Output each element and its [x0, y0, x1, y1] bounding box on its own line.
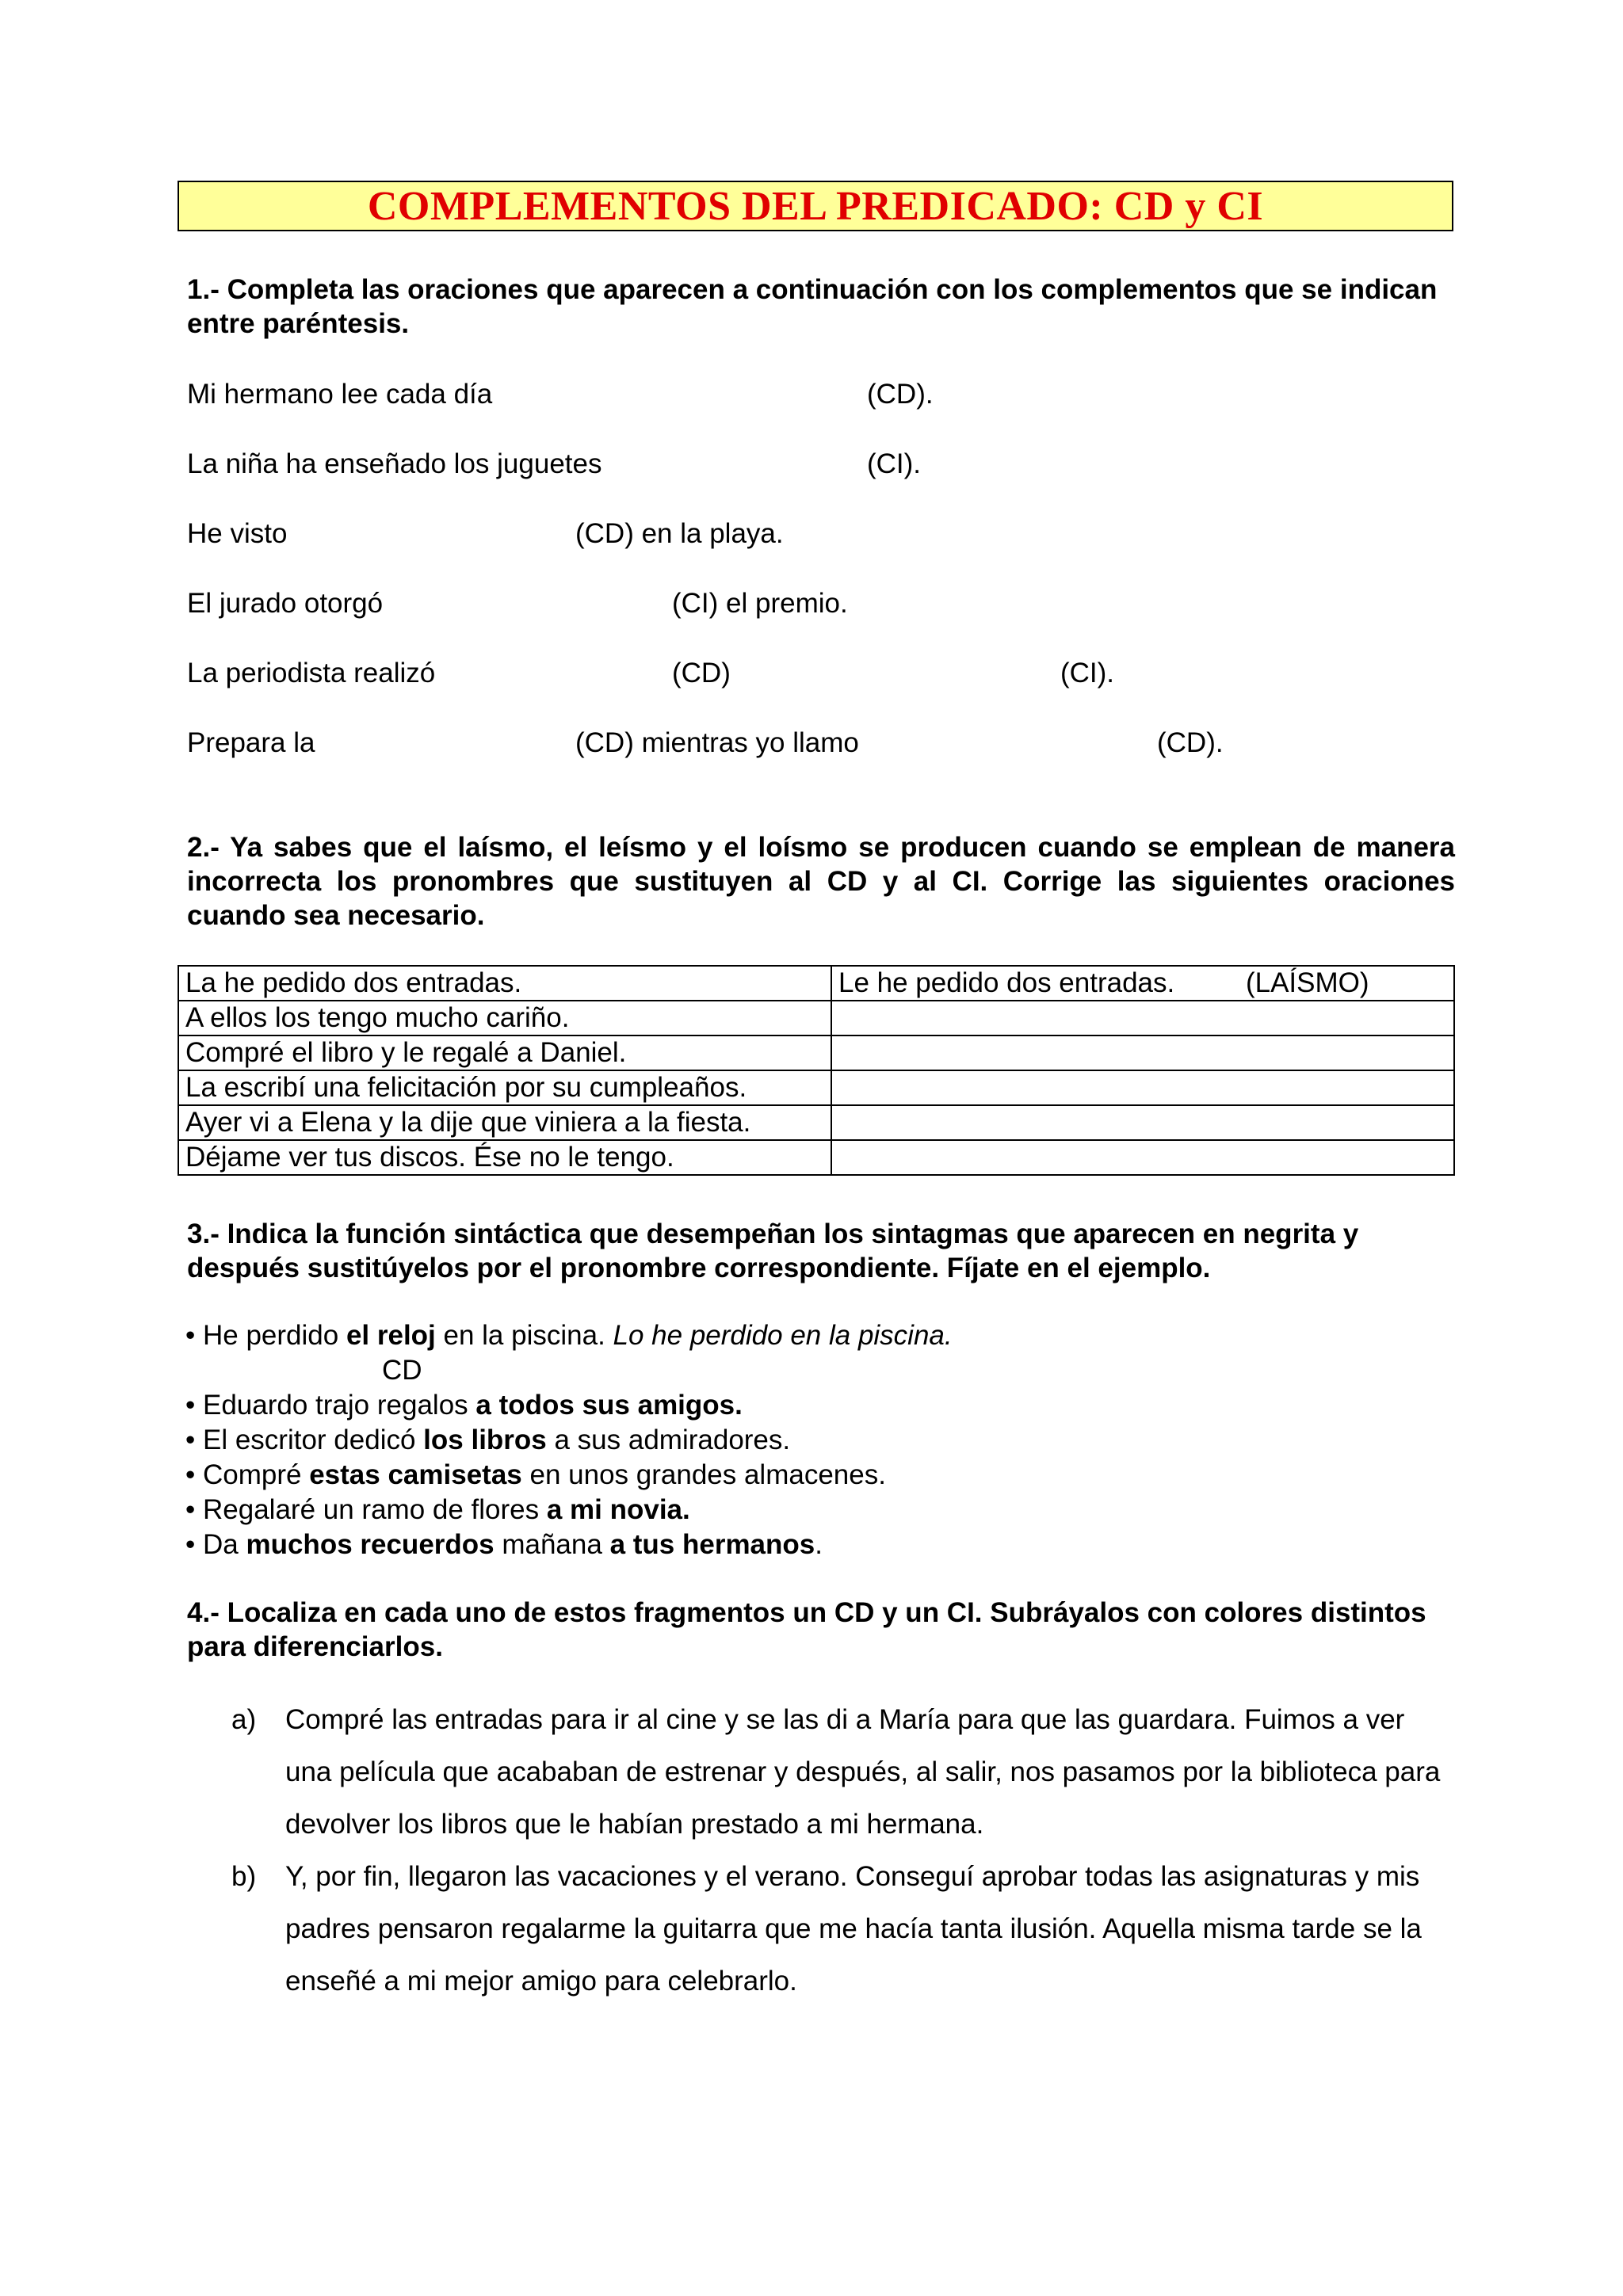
bullet: • [185, 1320, 196, 1351]
bold-phrase: muchos recuerdos [246, 1529, 495, 1560]
table-cell-correction[interactable] [831, 1105, 1454, 1140]
example-text: He perdido [203, 1320, 346, 1351]
list-item-example [185, 1318, 953, 1353]
example-function-label: CD [382, 1355, 422, 1386]
ex1-line-1-a: Mi hermano lee cada día [187, 379, 493, 410]
fragment-letter: b) [231, 1861, 257, 1892]
ex4-fragments [231, 1694, 1452, 2008]
sentence-text: . [815, 1529, 823, 1560]
ex1-line-5-b: (CD) [672, 658, 731, 688]
example-text-rest: en la piscina. [435, 1320, 613, 1351]
ex1-line-2-b: (CI). [867, 448, 922, 479]
table-row [178, 966, 1454, 1001]
ex2-heading: 2.- Ya sabes que el laísmo, el leísmo y el loísmo se producen cuando se emplean de manera incorrecta los pronombres que sustituyen al CD y al CI. Corrige las siguientes oraciones cuando sea necesario. [187, 832, 1455, 931]
ex1-line-5-a: La periodista realizó [187, 658, 436, 688]
ex1-line-4-a: El jurado otorgó [187, 588, 384, 619]
ex1-line-6-c: (CD). [1157, 727, 1224, 758]
title-box [178, 181, 1453, 231]
ex1-line-4-b: (CI) el premio. [672, 588, 848, 619]
table-row [178, 1001, 1454, 1035]
fragment-text: Y, por fin, llegaron las vacaciones y el verano. Conseguí aprobar todas las asignaturas y mis padres pensaron regalarme la guitarra que me hacía tanta ilusión. Aquella misma tarde se la enseñé a mi mejor amigo para celebrarlo. [285, 1861, 1422, 1997]
table-cell-correction[interactable] [831, 1001, 1454, 1035]
sentence-text: en unos grandes almacenes. [521, 1459, 886, 1490]
table-cell-original: A ellos los tengo mucho cariño. [178, 1001, 831, 1035]
bold-phrase: estas camisetas [309, 1459, 522, 1490]
ex1-heading: 1.- Completa las oraciones que aparecen a continuación con los complementos que se indican entre paréntesis. [187, 274, 1438, 339]
bold-phrase: a tus hermanos [609, 1529, 815, 1560]
list-item [185, 1458, 953, 1493]
ex1-line-3-b: (CD) en la playa. [575, 518, 784, 549]
table-row [178, 1070, 1454, 1105]
ex1-line-5-c: (CI). [1060, 658, 1115, 688]
bullet: • [185, 1425, 196, 1455]
table-row [178, 1105, 1454, 1140]
table-cell-original: Déjame ver tus discos. Ése no le tengo. [178, 1140, 831, 1175]
fragment-b [231, 1851, 1452, 2008]
sentence-text: El escritor dedicó [203, 1425, 424, 1455]
table-row [178, 1140, 1454, 1175]
ex1-line-3-a: He visto [187, 518, 288, 549]
fragment-text: Compré las entradas para ir al cine y se las di a María para que las guardara. Fuimos a ver una película que acababan de estrenar y después, al salir, nos pasamos por la biblioteca para devolver los libros que le habían prestado a mi hermana. [285, 1704, 1441, 1840]
list-item [185, 1423, 953, 1458]
ex1-line-2-a: La niña ha enseñado los juguetes [187, 448, 602, 479]
example-bold-phrase: el reloj [346, 1320, 436, 1351]
sentence-text: Regalaré un ramo de flores [203, 1494, 547, 1525]
ex1-line-6-b: (CD) mientras yo llamo [575, 727, 859, 758]
ex1-line-1-b: (CD). [867, 379, 934, 410]
ex4-heading: 4.- Localiza en cada uno de estos fragmentos un CD y un CI. Subráyalos con colores distintos para diferenciarlos. [187, 1597, 1426, 1662]
table-cell-correction[interactable] [831, 1140, 1454, 1175]
sentence-text: Da [203, 1529, 246, 1560]
ex1-line-6-a: Prepara la [187, 727, 315, 758]
bullet: • [185, 1494, 196, 1525]
bullet: • [185, 1390, 196, 1421]
error-type-label: (LAÍSMO) [1245, 967, 1369, 998]
table-row [178, 1035, 1454, 1070]
example-answer: Lo he perdido en la piscina. [613, 1320, 953, 1351]
table-cell-correction [831, 966, 1454, 1001]
sentence-text: mañana [494, 1529, 610, 1560]
sentence-text: Eduardo trajo regalos [203, 1390, 476, 1421]
sentence-text: a sus admiradores. [546, 1425, 791, 1455]
laismo-table [178, 965, 1455, 1176]
fragment-a [231, 1694, 1452, 1851]
fragment-letter: a) [231, 1704, 257, 1735]
table-cell-correction[interactable] [831, 1035, 1454, 1070]
table-cell-original: Compré el libro y le regalé a Daniel. [178, 1035, 831, 1070]
bold-phrase: los libros [423, 1425, 547, 1455]
bullet: • [185, 1529, 196, 1560]
table-cell-original: La escribí una felicitación por su cumpleaños. [178, 1070, 831, 1105]
bold-phrase: a todos sus amigos. [475, 1390, 743, 1421]
table-cell-original: La he pedido dos entradas. [178, 966, 831, 1001]
list-item [185, 1493, 953, 1527]
list-item [185, 1527, 953, 1562]
table-cell-original: Ayer vi a Elena y la dije que viniera a la fiesta. [178, 1105, 831, 1140]
bold-phrase: a mi novia. [546, 1494, 690, 1525]
ex3-list [185, 1318, 953, 1562]
ex3-heading: 3.- Indica la función sintáctica que desempeñan los sintagmas que aparecen en negrita y después sustitúyelos por el pronombre correspondiente. Fíjate en el ejemplo. [187, 1219, 1359, 1283]
correction-text: Le he pedido dos entradas. [838, 967, 1175, 998]
sentence-text: Compré [203, 1459, 310, 1490]
table-cell-correction[interactable] [831, 1070, 1454, 1105]
bullet: • [185, 1459, 196, 1490]
list-item [185, 1388, 953, 1423]
page-title: COMPLEMENTOS DEL PREDICADO: CD y CI [367, 183, 1264, 229]
